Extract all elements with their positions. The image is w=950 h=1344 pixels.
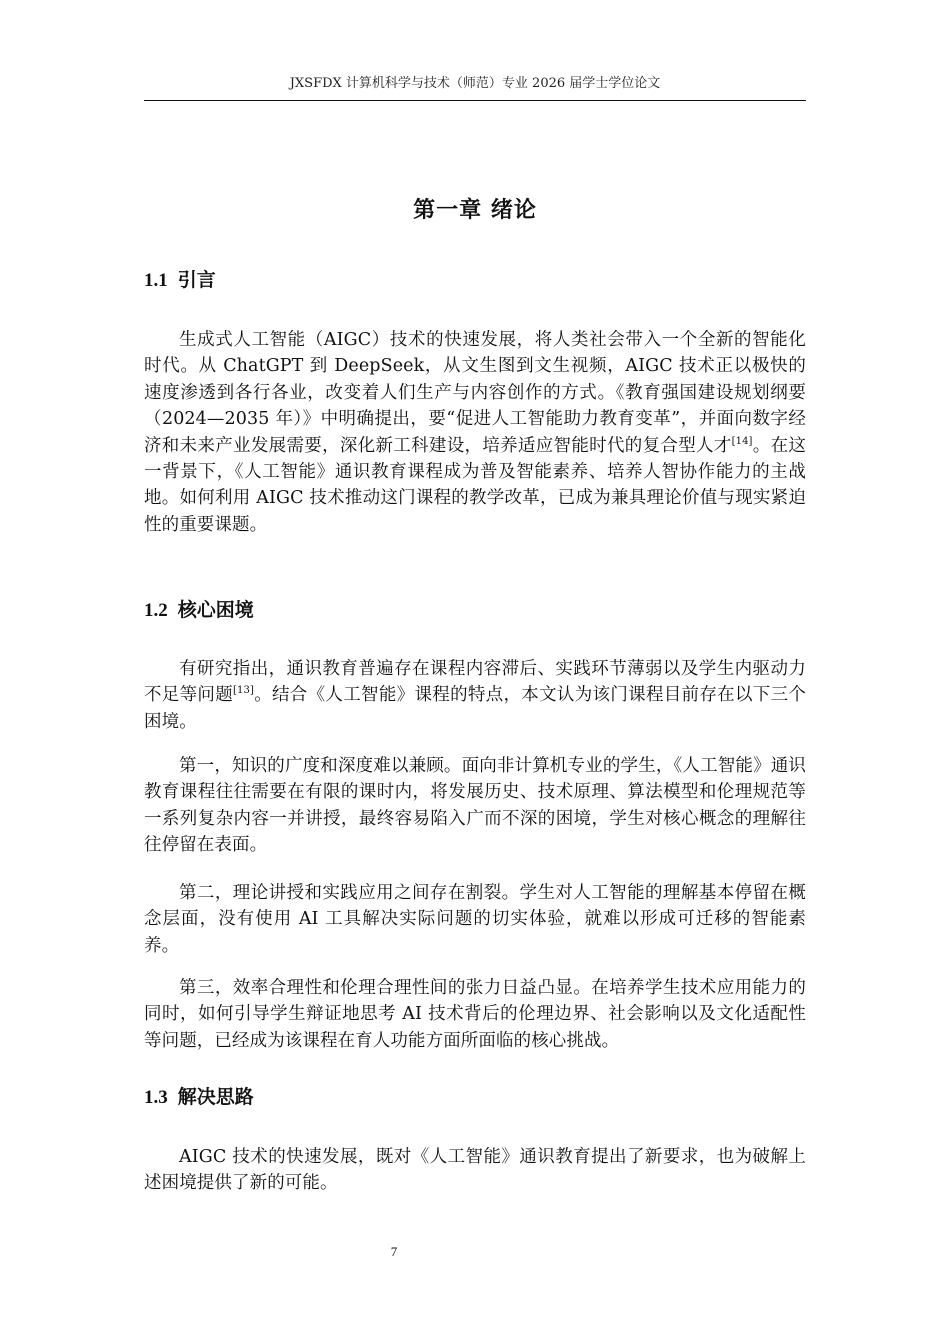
section-heading-1-1 [144,266,806,295]
citation-ref: [14] [731,435,753,447]
paragraph-dilemma-second: 第二，理论讲授和实践应用之间存在割裂。学生对人工智能的理解基本停留在概念层面，没有使用 AI 工具解决实际问题的切实体验，就难以形成可迁移的智能素养。 [144,883,806,956]
paragraph-dilemma-first: 第一，知识的广度和深度难以兼顾。面向非计算机专业的学生，《人工智能》通识教育课程往往需要在有限的课时内，将发展历史、技术原理、算法模型和伦理规范等一系列复杂内容一并讲授，最终容易陷入广而不深的困境，学生对核心概念的理解往往停留在表面。 [144,756,806,856]
paragraph-solution: AIGC 技术的快速发展，既对《人工智能》通识教育提出了新要求，也为破解上述困境提供了新的可能。 [144,1147,806,1194]
section-title: 引言 [177,269,216,291]
running-header: JXSFDX 计算机科学与技术（师范）专业 2026 届学士学位论文 [289,76,661,91]
section-heading-1-3 [144,1083,806,1112]
paragraph-introduction [144,327,806,538]
section-number: 1.1 [144,270,168,291]
paragraph-core-dilemma [144,656,806,735]
section-number: 1.2 [144,600,168,621]
paragraph-text: 。在这一背景下，《人工智能》通识教育课程成为普及智能素养、培养人智协作能力的主战地。如何利用 AIGC 技术推动这门课程的教学改革，已成为兼具理论价值与现实紧迫性的重要课题。 [144,435,806,535]
paragraph-text: 。结合《人工智能》课程的特点，本文认为该门课程目前存在以下三个困境。 [144,685,806,732]
section-title: 核心困境 [177,599,254,621]
paragraph-dilemma-third: 第三，效率合理性和伦理合理性间的张力日益凸显。在培养学生技术应用能力的同时，如何引导学生辩证地思考 AI 技术背后的伦理边界、社会影响以及文化适配性等问题，已经成为该课程在育人功能方面所面临的核心挑战。 [144,978,806,1051]
section-heading-1-2 [144,596,806,625]
paragraph-text: 生成式人工智能（AIGC）技术的快速发展，将人类社会带入一个全新的智能化时代。从 ChatGPT 到 DeepSeek，从文生图到文生视频，AIGC 技术正以极快的速度渗透到各行各业，改变着人们生产与内容创作的方式。《教育强国建设规划纲要（2024—2035 年）》中明确提出，要“促进人工智能助力教育变革”，并面向数字经济和未来产业发展需要，深化新工科建设，培养适应智能时代的复合型人才 [144,330,806,456]
page-number: 7 [390,1244,398,1259]
header-rule [144,100,806,101]
paragraph-text: 有研究指出，通识教育普遍存在课程内容滞后、实践环节薄弱以及学生内驱动力不足等问题 [144,659,806,706]
chapter-title: 第一章 绪论 [413,198,537,223]
section-number: 1.3 [144,1087,168,1108]
citation-ref: [13] [233,685,254,697]
section-title: 解决思路 [177,1086,254,1108]
